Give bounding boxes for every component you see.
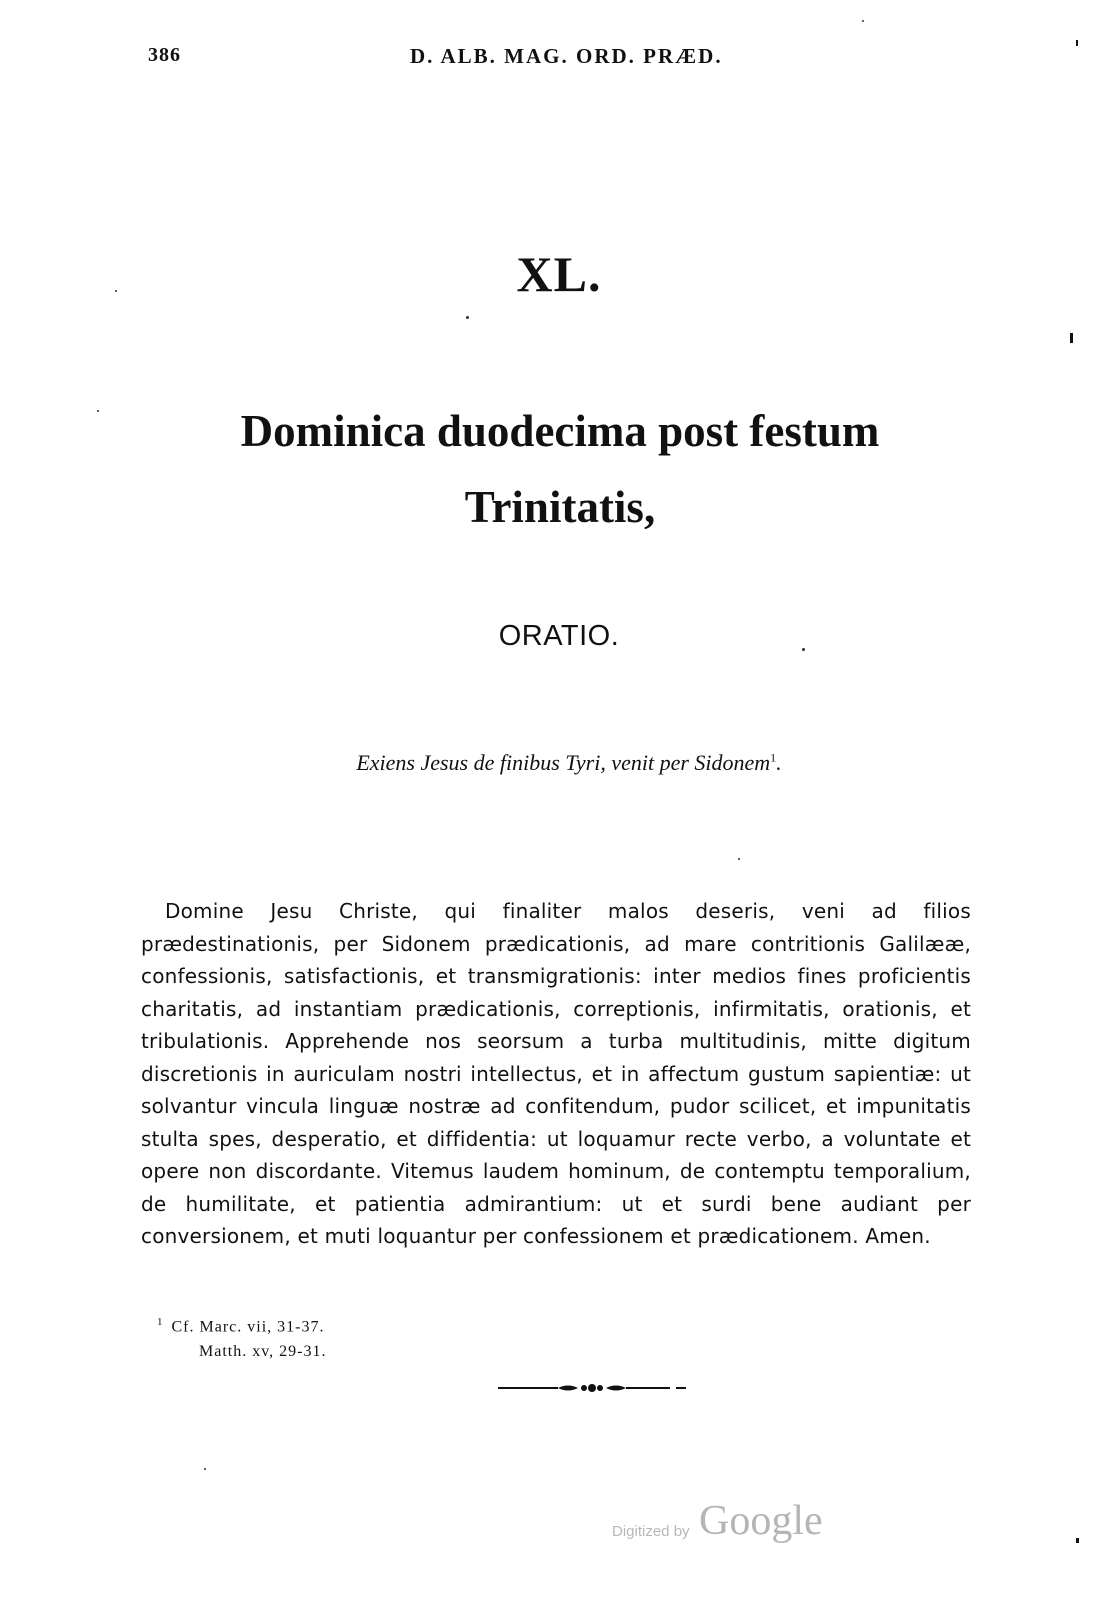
prayer-paragraph: Domine Jesu Christe, qui finaliter malos deseris, veni ad filios prædestinationis, per Sidonem prædicationis, ad mare contritionis Galilææ, confessionis, satisfactionis, et transmigrationis: inter medios fines proficientis charitatis, ad instantiam prædicationis, correptionis, infirmitatis, orationis, et tribulationis. Apprehende nos seorsum a turba multitudinis, mitte digitum discretionis in auriculam nostri intellectus, et in affectum gustum sapientiæ: ut solvantur vincula linguæ nostræ ad confitendum, pudor scilicet, et impunitatis stulta spes, desperatio, et diffidentia: ut loquamur recte verbo, a voluntate et opere non discordante. Vitemus laudem hominum, de contemptu temporalium, de humilitate, et patientia admirantium: ut et surdi bene audiant per conversionem, et muti loquantur per confessionem et prædicationem. Amen. — [141, 899, 971, 1248]
edge-mark — [1076, 40, 1078, 46]
scan-speck — [466, 316, 469, 319]
epigraph-note-ref: 1 — [770, 750, 777, 765]
scan-speck — [738, 858, 740, 860]
google-logo: Google — [699, 1498, 823, 1544]
footnotes — [157, 1310, 327, 1364]
epigraph — [0, 750, 1098, 776]
scan-speck — [97, 410, 99, 412]
epigraph-text: Exiens Jesus de finibus Tyri, venit per Sidonem — [356, 750, 771, 775]
scan-speck — [115, 290, 117, 292]
page-number: 386 — [148, 44, 181, 66]
chapter-number: XL. — [516, 246, 602, 302]
edge-mark — [1070, 333, 1073, 343]
footnote-line-1 — [157, 1310, 327, 1339]
digitized-by-text: Digitized by — [612, 1523, 690, 1540]
footnote-line-2: Matth. xv, 29-31. — [199, 1343, 327, 1361]
scan-speck — [204, 1468, 206, 1470]
scan-speck — [862, 20, 864, 22]
epigraph-end: . — [776, 750, 782, 775]
section-label: ORATIO. — [498, 620, 620, 652]
ornament-divider — [498, 1380, 688, 1396]
running-title: D. ALB. MAG. ORD. PRÆD. — [410, 44, 723, 68]
sermon-title: Dominica duodecima post festum Trinitatis, — [240, 406, 880, 532]
running-head — [148, 44, 968, 74]
footnote-text-1: Cf. Marc. vii, 31-37. — [171, 1318, 325, 1336]
footnote-mark: 1 — [157, 1316, 164, 1328]
edge-mark — [1076, 1538, 1079, 1543]
scan-speck — [802, 648, 805, 651]
